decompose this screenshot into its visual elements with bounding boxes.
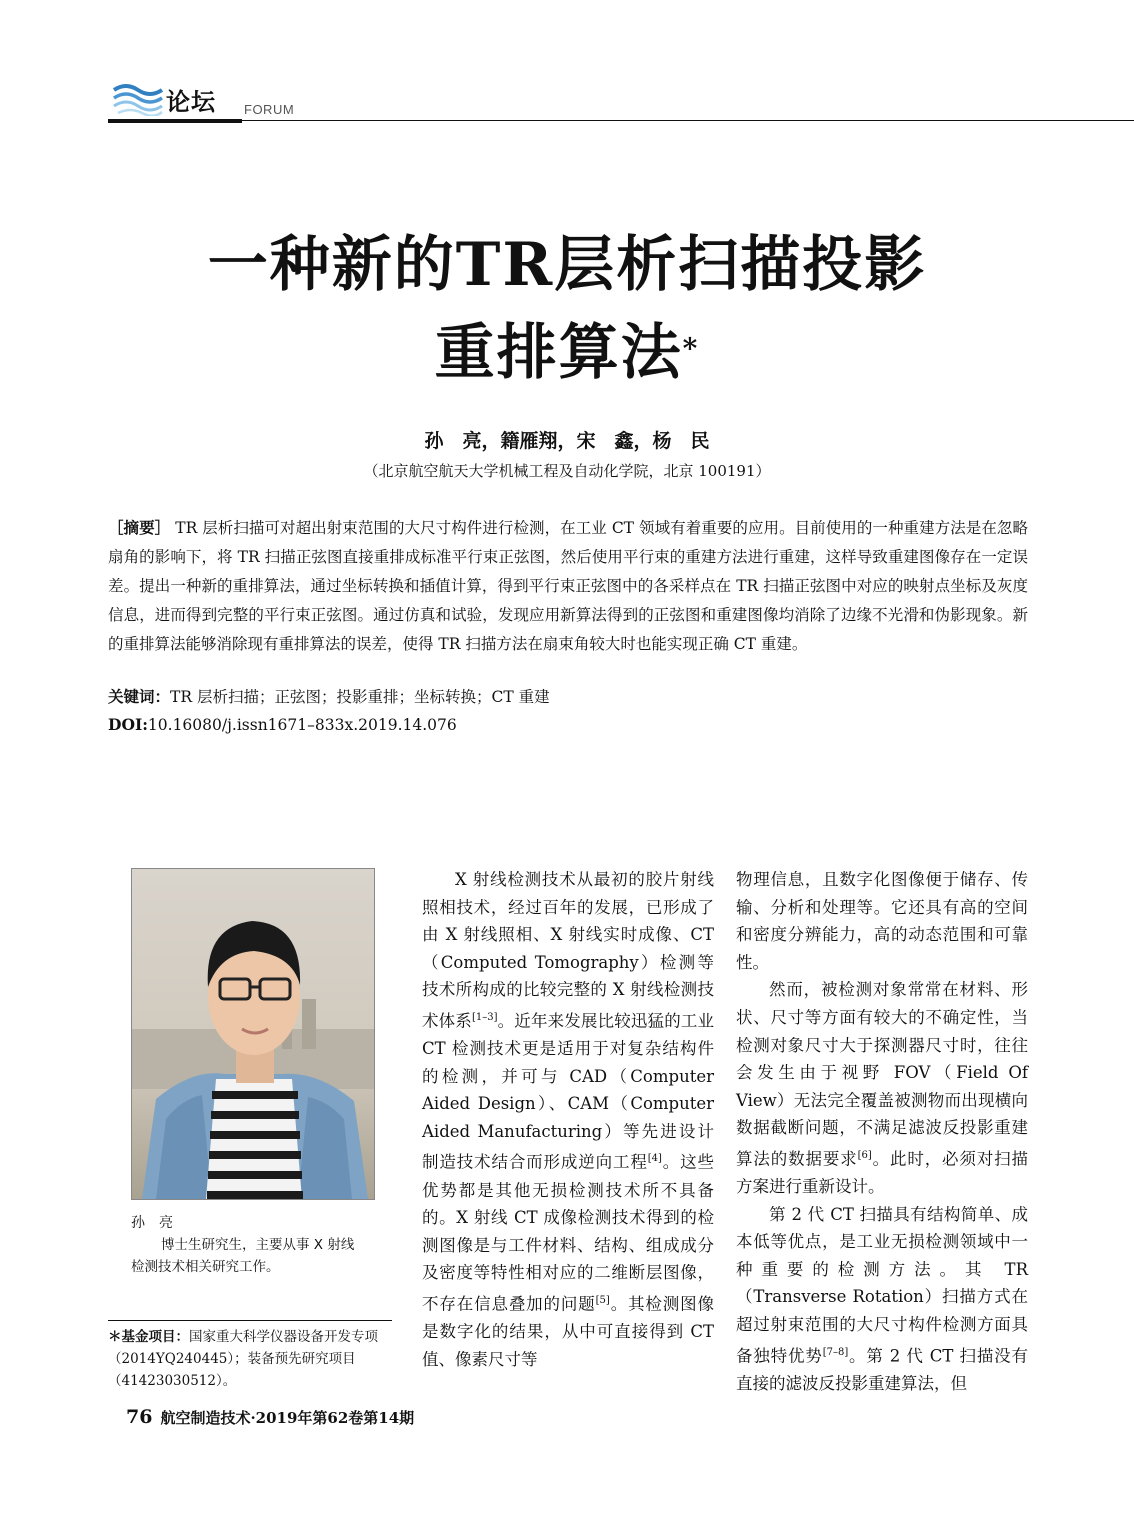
header-rule-thick [108,119,242,123]
abstract-text: TR 层析扫描可对超出射束范围的大尺寸构件进行检测，在工业 CT 领域有着重要的应用。目前使用的一种重建方法是在忽略扇角的影响下，将 TR 扫描正弦图直接重排成标准平行束正弦图，然后使用平行束的重建方法进行重建，这样导致重建图像存在一定误差。提出一种新的重排算法，通过坐标转换和插值计算，得到平行束正弦图中的各采样点在 TR 扫描正弦图中对应的映射点坐标及灰度信息，进而得到完整的平行束正弦图。通过仿真和试验，发现应用新算法得到的正弦图和重建图像均消除了边缘不光滑和伪影现象。新的重排算法能够消除现有重排算法的误差，使得 TR 扫描方法在扇束角较大时也能实现正确 CT 重建。 [108,519,1028,653]
journal-info: 航空制造技术·2019年第62卷第14期 [160,1409,415,1427]
doi-label: DOI: [108,715,148,734]
waves-logo-icon [112,80,164,116]
paragraph: 然而，被检测对象常常在材料、形状、尺寸等方面有较大的不确定性，当检测对象尺寸大于探测器尺寸时，往往会发生由于视野 FOV（Field Of View）无法完全覆盖被测物而出现横向数据截断问题，不满足滤波反投影重建算法的数据要求[6]。此时，必须对扫描方案进行重新设计。 [736,980,1029,1197]
author-photo [131,868,375,1200]
section-header [108,76,1134,126]
citation: [6] [857,1149,872,1161]
author-bio-desc-line1: 博士生研究生，主要从事 X 射线 [161,1237,355,1253]
body-column-1 [422,866,714,1373]
paragraph: X 射线检测技术从最初的胶片射线照相技术，经过百年的发展，已形成了由 X 射线照相、X 射线实时成像、CT（Computed Tomography）检测等技术所构成的比较完整的 X 射线检测技术体系[1–3]。近年来发展比较迅猛的工业 CT 检测技术更是适用于对复杂结构件的检测，并可与 CAD（Computer Aided Design）、CAM（Computer Aided Manufacturing）等先进设计制造技术结合而形成逆向工程[4]。这些优势都是其他无损检测技术所不具备的。X 射线 CT 成像检测技术得到的检测图像是与工件材料、结构、组成成分及密度等特性相对应的二维断层图像，不存在信息叠加的问题[5]。其检测图像是数字化的结果，从中可直接得到 CT 值、像素尺寸等 [422,870,715,1369]
keywords-text: TR 层析扫描；正弦图；投影重排；坐标转换；CT 重建 [170,688,550,706]
author-bio-desc [131,1234,381,1278]
citation: [1–3] [471,1011,498,1023]
affiliation: （北京航空航天大学机械工程及自动化学院，北京 100191） [363,462,771,480]
section-title: 论坛 [166,87,216,116]
doi [108,712,1028,738]
funding-text: 国家重大科学仪器设备开发专项（2014YQ240445）；装备预先研究项目（41423030512）。 [108,1329,378,1389]
page-number: 76 [126,1406,153,1428]
author-bio-name: 孙 亮 [131,1215,173,1231]
citation: [5] [595,1294,610,1306]
citation: [7–8] [822,1346,849,1358]
keywords [108,684,1028,710]
keywords-label: 关键词： [108,688,171,706]
paper-title-line1: 一种新的TR层析扫描投影 [207,230,927,300]
doi-text: 10.16080/j.issn1671–833x.2019.14.076 [147,716,457,734]
funding-note [108,1326,398,1392]
footnote-rule [108,1320,392,1321]
abstract-label: ［摘要］ [108,519,171,537]
page-footer [126,1406,414,1428]
title-footnote-mark: * [682,332,700,365]
abstract [108,514,1028,659]
paper-title-line2: 重排算法* [434,318,700,388]
funding-label: ＊基金项目： [108,1329,189,1345]
section-title-en: FORUM [244,102,295,117]
header-rule-thin [242,120,1134,121]
paragraph: 第 2 代 CT 扫描具有结构简单、成本低等优点，是工业无损检测领域中一种重要的检测方法。其 TR（Transverse Rotation）扫描方式在超过射束范围的大尺寸构件检测方面具备独特优势[7–8]。第 2 代 CT 扫描没有直接的滤波反投影重建算法，但 [736,1204,1029,1393]
body-column-2 [736,866,1028,1397]
paragraph: 物理信息，且数字化图像便于储存、传输、分析和处理等。它还具有高的空间和密度分辨能力，高的动态范围和可靠性。 [736,870,1028,972]
citation: [4] [647,1153,662,1165]
author-list: 孙 亮，籍雁翔，宋 鑫，杨 民 [424,430,710,452]
author-bio-desc-line2: 检测技术相关研究工作。 [131,1259,280,1275]
